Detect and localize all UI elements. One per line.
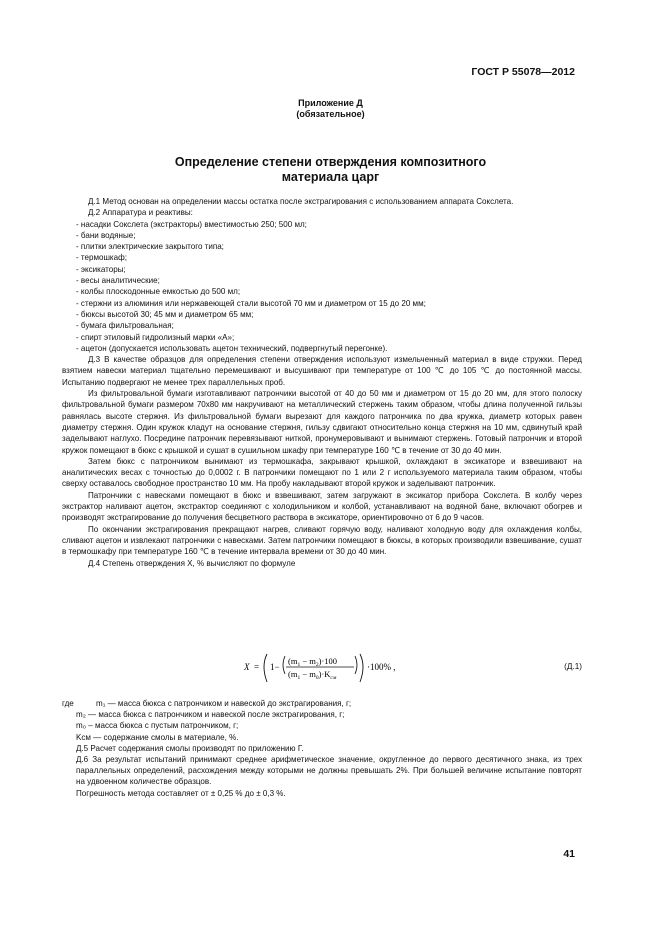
where-label: где <box>62 699 74 708</box>
list-item: - весы аналитические; <box>76 276 160 286</box>
paragraph-cooling: По окончании экстрагирования прекращают нагрев, сливают горячую воду, наливают холодную воду для охлаждения колбы, сливают ацетон и извлекают патрончики с навесками. Затем патрончики помещают в бюксы, в которых производили взвешивание, сушат в термошкафу при температуре 160 ℃ в течение интервала времени от 30 до 40 мин. <box>62 524 582 557</box>
list-item: - эксикаторы; <box>76 264 126 274</box>
list-item: - насадки Сокслета (экстракторы) вместимостью 250; 500 мл; <box>76 219 307 229</box>
section-title-line2: материала царг <box>281 170 380 184</box>
paragraph-extraction: Патрончики с навесками помещают в бюкс и взвешивают, затем загружают в эксикатор прибора Сокслета. В колбу через экстрактор наливают ацетон, экстрактор соединяют с холодильником и колбой, устанавливают на водяной бане, включают обогрев и производят экстрагирование до получения бесцветного раствора в эксикаторе, ориентировочно от 6 до 9 часов. <box>62 490 582 523</box>
paragraph-d1: Д.1 Метод основан на определении массы остатка после экстрагирования с использованием аппарата Сокслета. <box>88 197 514 206</box>
paragraph-d2: Д.2 Аппаратура и реактивы: <box>88 208 193 218</box>
definition-k: Kсм — содержание смолы в материале, %. <box>76 732 239 742</box>
definitions <box>62 698 582 799</box>
svg-text:X: X <box>244 662 250 672</box>
annex-title: Приложение Д <box>298 98 363 108</box>
list-item: - ацетон (допускается использовать ацетон технический, подвергнутый перегонке). <box>76 343 388 353</box>
list-item: - спирт этиловый гидролизный марки «А»; <box>76 332 235 342</box>
svg-text:1−: 1− <box>270 662 280 672</box>
formula-graphic <box>62 648 582 688</box>
svg-text:=: = <box>254 662 260 672</box>
body-text <box>62 196 582 569</box>
paragraph-preparation: Из фильтровальной бумаги изготавливают патрончики высотой от 40 до 50 мм и диаметром от 15 до 20 мм, для этого полоску фильтровальной бумаги размером 70x80 мм накручивают на металлический стержень таким образом, чтобы длина полученной гильзы равнялась высоте стержня. Из фильтровальной бумаги вырезают для каждого патрончика по два кружка, диаметр которых равен диаметру стержня. Один кружок кладут на основание стержня, гильзу сдвигают относительно конца стержня на 10 мм, сдвинутый край заделывают наглухо. Посредине патрончик перевязывают ниткой, пронумеровывают и вынимают стержень. Готовый патрончик и второй кружок помещают в бюкс с крышкой и сушат в сушильном шкафу при температуре 160 ℃ в течение от 30 до 40 мин. <box>62 389 582 455</box>
list-item: - бюксы высотой 30; 45 мм и диаметром 65 мм; <box>76 309 254 319</box>
definition-m0: m₀ – масса бюкса с пустым патрончиком, г; <box>76 721 239 731</box>
paragraph-d5: Д.5 Расчет содержания смолы производят по приложению Г. <box>76 743 304 753</box>
paragraph-d3: Д.3 В качестве образцов для определения степени отверждения используют измельченный материал в виде стружки. Перед взятием навески материал тщательно перемешивают и высушивают при температуре от 100 ℃ до 105 ℃ до постоянной массы. Испытанию подвергают не менее трех параллельных проб. <box>62 355 582 387</box>
formula-number: (Д.1) <box>564 662 582 671</box>
list-item: - бумага фильтровальная; <box>76 321 174 331</box>
list-item: - стержни из алюминия или нержавеющей стали высотой 70 мм и диаметром от 15 до 20 мм; <box>76 298 426 308</box>
definition-m1-text: m₁ — масса бюкса с патрончиком и навеской до экстрагирования, г; <box>96 699 352 708</box>
annex-subtitle: (обязательное) <box>296 109 365 119</box>
paragraph-d6: Д.6 За результат испытаний принимают среднее арифметическое значение, округленное до первого десятичного знака, из трех параллельных определений, расхождения между которыми не должны превышать 2%. При большей величине испытание повторят на удвоенном количестве образцов. <box>76 755 582 787</box>
svg-text:(m1 − m0)·Kсм: $(m_1 - m_0)\cdot K_{см}$ <box>288 669 337 681</box>
list-item: - термошкаф; <box>76 253 127 263</box>
list-item: - бани водяные; <box>76 230 136 240</box>
definition-m2: m₂ — масса бюкса с патрончиком и навеской после экстрагирования, г; <box>76 710 345 720</box>
paragraph-d4: Д.4 Степень отверждения X, % вычисляют по формуле <box>88 558 296 568</box>
formula-d1 <box>62 648 582 688</box>
page-number: 41 <box>563 848 575 860</box>
section-title-line1: Определение степени отверждения композитного <box>174 155 487 169</box>
list-item: - колбы плоскодонные емкостью до 500 мл; <box>76 287 241 297</box>
svg-text:(m1 − m2)·100: $(m_1 - m_2)\cdot 100$ <box>288 656 338 668</box>
accuracy-statement: Погрешность метода составляет от ± 0,25 % до ± 0,3 %. <box>76 788 286 798</box>
svg-text:·100% ,: ·100% , <box>367 662 396 672</box>
standard-header: ГОСТ Р 55078—2012 <box>471 66 575 78</box>
list-item: - плитки электрические закрытого типа; <box>76 242 224 252</box>
definition-m1 <box>62 698 582 709</box>
paragraph-weighing: Затем бюкс с патрончиком вынимают из термошкафа, закрывают крышкой, охлаждают в эксикаторе и взвешивают на аналитических весах с точностью до 0,0002 г. В патрончики помещают по 1 или 2 г используемого материала таким образом, чтобы сверху оставалось свободное пространство 10 мм. На пробу накладывают второй кружок и заделывают патрончик. <box>62 456 582 489</box>
